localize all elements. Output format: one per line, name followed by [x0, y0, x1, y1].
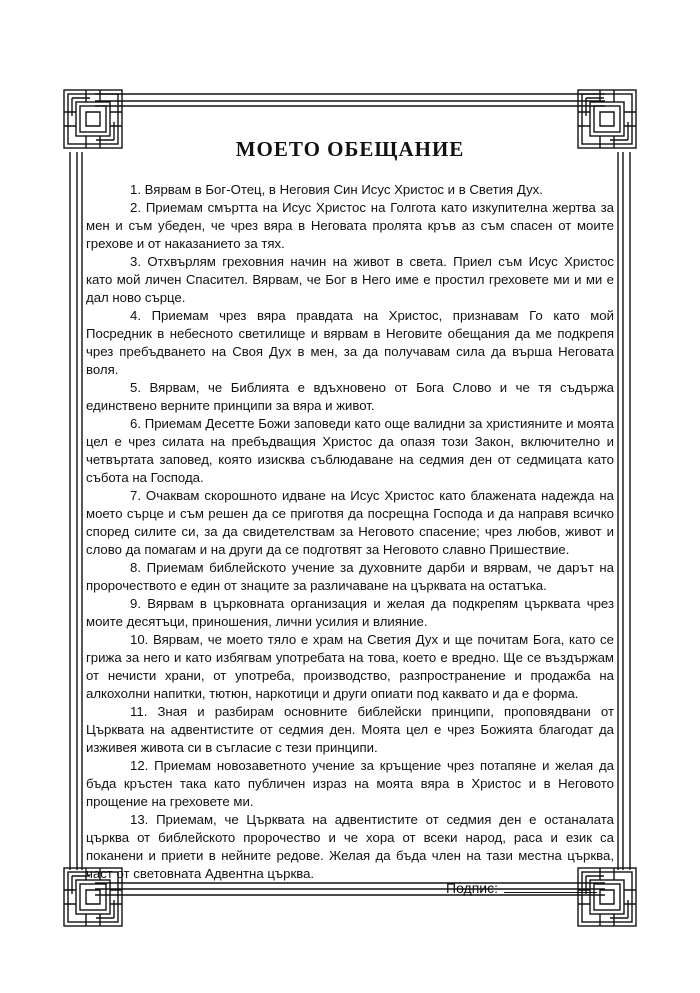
- signature-area: [446, 879, 597, 896]
- pledge-item: 8. Приемам библейското учение за духовните дарби и вярвам, че дарът на пророчеството е един от знаците за различаване на църквата на остатъка.: [86, 560, 614, 593]
- pledge-item: 9. Вярвам в църковната организация и желая да подкрепям църквата чрез моите десятъци, приношения, лични усилия и влияние.: [86, 596, 614, 629]
- pledge-item: 7. Очаквам скорошното идване на Исус Христос като блажената надежда на моето сърце и съм решен да се приготвя да посрещна Господа и да направя всичко според силите си, за да свидетелствам за Неговото спасение; чрез любов, живот и слово да помагам и на други да се подготвят за Неговото славно Пришествие.: [86, 488, 614, 557]
- signature-label: Подпис:: [446, 880, 499, 896]
- page-title: МОЕТО ОБЕЩАНИЕ: [235, 137, 465, 161]
- pledge-item: 1. Вярвам в Бог-Отец, в Неговия Син Исус Христос и в Светия Дух.: [130, 182, 543, 197]
- pledge-item: 3. Отхвърлям греховния начин на живот в света. Приел съм Исус Христос като мой личен Спасител. Вярвам, че Бог в Него име е простил греховете ми и ми е дал ново сърце.: [86, 254, 614, 305]
- pledge-list: [86, 181, 614, 883]
- pledge-item: 10. Вярвам, че моето тяло е храм на Светия Дух и ще почитам Бога, като се грижа за него и като избягвам употребата на това, което е вредно. Ще се въздържам от нечисти храни, от употреба, производство, разпространение и продажба на алкохолни напитки, тютюн, наркотици и други опиати под каквато и да е форма.: [86, 632, 614, 701]
- pledge-item: 11. Зная и разбирам основните библейски принципи, проповядвани от Църквата на адвентистите от седмия ден. Моята цел е чрез Божията благодат да изживея живота си в съгласие с тези принципи.: [86, 704, 614, 755]
- pledge-item: 12. Приемам новозаветното учение за кръщение чрез потапяне и желая да бъда кръстен така като публичен израз на моята вяра в Христос и в Неговото прощение на греховете ми.: [86, 758, 614, 809]
- pledge-item: 2. Приемам смъртта на Исус Христос на Голгота като изкупителна жертва за мен и съм убеден, че чрез вяра в Неговата пролята кръв аз съм спасен от моите грехове и от наказанието за тях.: [86, 200, 614, 251]
- signature-line[interactable]: [504, 879, 597, 893]
- pledge-item: 13. Приемам, че Църквата на адвентистите от седмия ден е останалата църква от библейското пророчество и че хора от всеки народ, раса и език са поканени и приети в нейните редове. Желая да бъда член на тази местна църква, част от световната Адвентна църква.: [86, 812, 614, 881]
- pledge-item: 5. Вярвам, че Библията е вдъхновено от Бога Слово и че тя съдържа единствено верните принципи за вяра и живот.: [86, 380, 614, 413]
- pledge-item: 4. Приемам чрез вяра правдата на Христос, признавам Го като мой Посредник в небесното светилище и вярвам в Неговите обещания да ме подкрепя чрез пребъдването на Своя Дух в мен, за да получавам сила да върша Неговата воля.: [86, 308, 614, 377]
- pledge-item: 6. Приемам Десетте Божи заповеди като още валидни за християните и моята цел е чрез силата на пребъдващия Христос да опазя този Закон, включително и четвъртата заповед, която изисква съблюдаване на седмия ден от седмицата като събота на Господа.: [86, 416, 614, 485]
